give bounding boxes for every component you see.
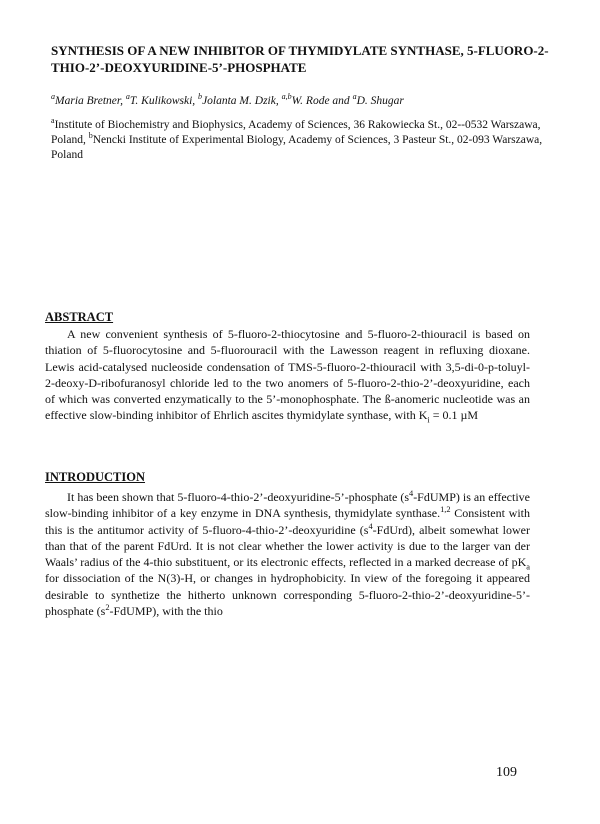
abstract-subscript: i (427, 415, 430, 425)
intro-subscript: a (526, 562, 530, 572)
intro-text: It has been shown that 5-fluoro-4-thio-2’-deoxyuridine-5’-phosphate (s (67, 490, 409, 504)
intro-text: -FdUMP) is an effective slow-binding inhibitor of a key enzyme in DNA synthesis, thymidylate synthase. (45, 490, 530, 521)
author-name: W. Rode and (291, 95, 353, 107)
intro-superscript: 4 (409, 489, 414, 498)
abstract-text: = 0.1 µM (429, 408, 479, 423)
author-affil-mark: a (125, 92, 130, 102)
intro-superscript: 4 (368, 521, 373, 531)
affil-mark: b (88, 131, 93, 141)
introduction-heading: INTRODUCTION (45, 470, 146, 484)
affiliations (51, 118, 543, 163)
author-affil-mark: a (51, 92, 56, 102)
intro-text: Consistent with this is the antitumor activity of 5-fluoro-4-thio-2’-deoxyuridine (s (45, 506, 530, 537)
author-name: D. Shugar (356, 95, 404, 107)
introduction-paragraph (45, 489, 530, 619)
page-number: 109 (496, 765, 517, 780)
citation-superscript: 1,2 (440, 505, 451, 515)
author-name: Jolanta M. Dzik, (202, 95, 282, 107)
abstract-text: A new convenient synthesis of 5-fluoro-2-thiocytosine and 5-fluoro-2-thiouracil is based on thiation of 5-fluorocytosine and 5-fluorouracil with the Lawesson reagent in refluxing dioxane. Lewis acid-catalysed nucleoside condensation of TMS-5-fluoro-2-thiouracil with 3,5-di-0-p-toluyl-2-deoxy-D-ribofuranosyl chloride led to the two anomers of 5-fluoro-2-thio-2’-deoxyuridine, each of which was converted enzymatically to the 5’-monophosphate. The ß-anomeric nucleotide was an effective slow-binding inhibitor of Ehrlich ascites thymidylate synthase, with K (45, 327, 530, 423)
paper-title: SYNTHESIS OF A NEW INHIBITOR OF THYMIDYLATE SYNTHASE, 5-FLUORO-2-THIO-2’-DEOXYURIDINE-5’-PHOSPHATE (51, 43, 549, 75)
author-affil-mark: a (352, 92, 357, 102)
affil-text: Institute of Biochemistry and Biophysics, Academy of Sciences, 36 Rakowiecka St., 02--0532 Warszawa, Poland, (51, 119, 541, 146)
author-list (51, 94, 551, 109)
author-affil-mark: b (198, 92, 203, 102)
abstract-paragraph (45, 326, 530, 424)
intro-text: -FdUrd), albeit somewhat lower than that of the parent FdUrd. It is not clear whether the lower activity is due to the larger van der Waals’ radius of the 4-thio substituent, or its electronic effects, reflected in a marked decrease of pK (45, 522, 530, 570)
intro-superscript: 2 (105, 603, 110, 613)
affil-mark: a (51, 116, 55, 126)
author-affil-mark: a,b (281, 92, 292, 102)
abstract-heading: ABSTRACT (45, 310, 114, 324)
intro-text: for dissociation of the N(3)-H, or changes in hydrophobicity. In view of the foregoing it appeared desirable to synthetize the hitherto unknown corresponding 5-fluoro-2-thio-2’-deoxyuridine-5’-phosphate (s (45, 571, 530, 619)
intro-text: -FdUMP), with the thio (109, 604, 223, 619)
author-name: T. Kulikowski, (129, 95, 199, 107)
affil-text: Nencki Institute of Experimental Biology, Academy of Sciences, 3 Pasteur St., 02-093 Warszawa, Poland (51, 134, 543, 161)
author-name: Maria Bretner, (55, 95, 126, 107)
